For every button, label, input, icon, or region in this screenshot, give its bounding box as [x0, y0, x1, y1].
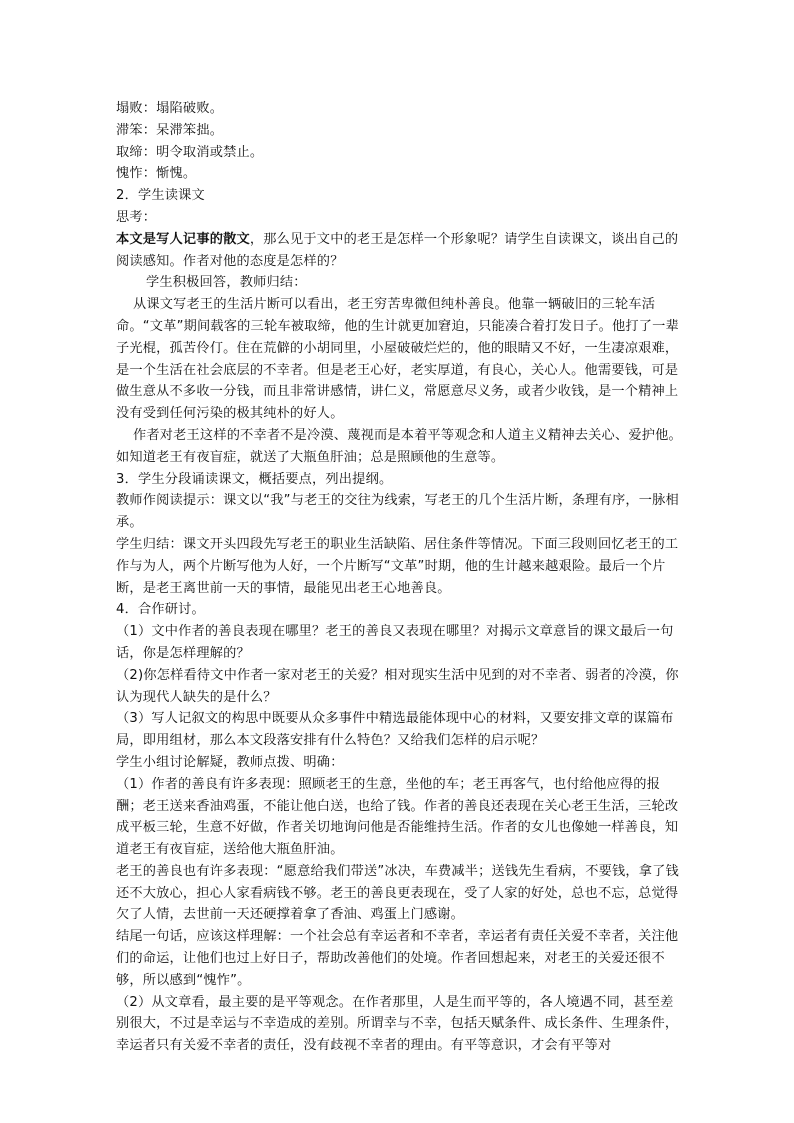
step3-heading: 3．学生分段诵读课文，概括要点，列出提纲。: [116, 471, 393, 487]
document-body: [116, 98, 686, 1057]
vocab-item: 愧怍：惭愧。: [116, 166, 197, 182]
answer-2: （2）从文章看，最主要的是平等观念。在作者那里，人是生而平等的，各人境遇不同，甚至差别很大，不过是幸运与不幸造成的差别。所谓幸与不幸，包括天赋条件、成长条件、生理条件，幸运者只有关爱不幸者的责任，没有歧视不幸者的理由。有平等意识，才会有平等对: [116, 994, 679, 1054]
vocab-item: 塌败：塌陷破败。: [116, 101, 224, 116]
step2-heading: 2．学生读课文: [116, 188, 205, 204]
discussion-intro: 学生小组讨论解疑，教师点拨、明确：: [116, 754, 344, 770]
answer-intro: 学生积极回答，教师归结：: [146, 275, 307, 291]
question-2: （2)你怎样看待文中作者一家对老王的关爱？相对现实生活中见到的对不幸者、弱者的冷漠，你认为现代人缺失的是什么？: [116, 667, 679, 705]
student-summary: 学生归结：课文开头四段先写老王的职业生活缺陷、居住条件等情况。下面三段则回忆老王的工作与为人，两个片断写他为人好，一个片断写“文革”时期，他的生计越来越艰险。最后一个片断，是老王离世前一天的事情，最能见出老王心地善良。: [116, 536, 679, 596]
vocab-item: 取缔：明令取消或禁止。: [116, 144, 264, 160]
answer-1: （1）作者的善良有许多表现：照顾老王的生意，坐他的车；老王再客气，也付给他应得的报酬；老王送来香油鸡蛋，不能让他白送，也给了钱。作者的善良还表现在关心老王生活，三轮改成平板三轮，生意不好做，作者关切地询问他是否能维持生活。作者的女儿也像她一样善良，知道老王有夜盲症，送给他大瓶鱼肝油。: [116, 776, 679, 858]
question-1: （1）文中作者的善良表现在哪里？老王的善良又表现在哪里？对揭示文章意旨的课文最后一句话，你是怎样理解的？: [116, 624, 674, 661]
question-bold: 本文是写人记事的散文: [116, 231, 250, 247]
think-label: 思考：: [116, 209, 157, 225]
answer-1-ending: 结尾一句话，应该这样理解：一个社会总有幸运者和不幸者，幸运者有责任关爱不幸者，关注他们的命运，让他们也过上好日子，帮助改善他们的处境。作者回想起来，对老王的关爱还很不够，所以感到“愧怍”。: [116, 929, 679, 988]
answer-paragraph-2: 作者对老王这样的不幸者不是冷漠、蔑视而是本着平等观念和人道主义精神去关心、爱护他。如知道老王有夜盲症，就送了大瓶鱼肝油；总是照顾他的生意等。: [116, 427, 682, 465]
question-text: ，那么见于文中的老王是怎样一个形象呢？请学生自读课文，谈出自己的阅读感知。作者对他的态度是怎样的？: [116, 231, 679, 269]
question-3: （3）写人记叙文的构思中既要从众多事件中精选最能体现中心的材料，又要安排文章的谋篇布局，即用组材，那么本文段落安排有什么特色？又给我们怎样的启示呢？: [116, 711, 674, 749]
step4-heading: 4．合作研讨。: [116, 602, 205, 618]
teacher-hint: 教师作阅读提示：课文以“我”与老王的交往为线索，写老王的几个生活片断，条理有序，一脉相承。: [116, 493, 679, 531]
answer-1-laowang: 老王的善良也有许多表现：“愿意给我们带送”冰决，车费减半；送钱先生看病，不要钱，拿了钱还不大放心，担心人家看病钱不够。老王的善良更表现在，受了人家的好处，总也不忘，总觉得欠了人情，去世前一天还硬撑着拿了香油、鸡蛋上门感谢。: [116, 863, 679, 923]
question-paragraph: [116, 229, 686, 273]
vocab-item: 滞笨：呆滞笨拙。: [116, 122, 224, 138]
answer-paragraph-1: 从课文写老王的生活片断可以看出，老王穷苦卑微但纯朴善良。他靠一辆破旧的三轮车活命。“文革”期间载客的三轮车被取缔，他的生计就更加窘迫，只能凑合着打发日子。他打了一辈子光棍，孤苦伶仃。住在荒僻的小胡同里，小屋破破烂烂的，他的眼睛又不好，一生凄凉艰难，是一个生活在社会底层的不幸者。但是老王心好，老实厚道，有良心，关心人。他需要钱，可是做生意从不多收一分钱，而且非常讲感情，讲仁义，常愿意尽义务，或者少收钱，是一个精神上没有受到任何污染的极其纯朴的好人。: [116, 297, 679, 422]
